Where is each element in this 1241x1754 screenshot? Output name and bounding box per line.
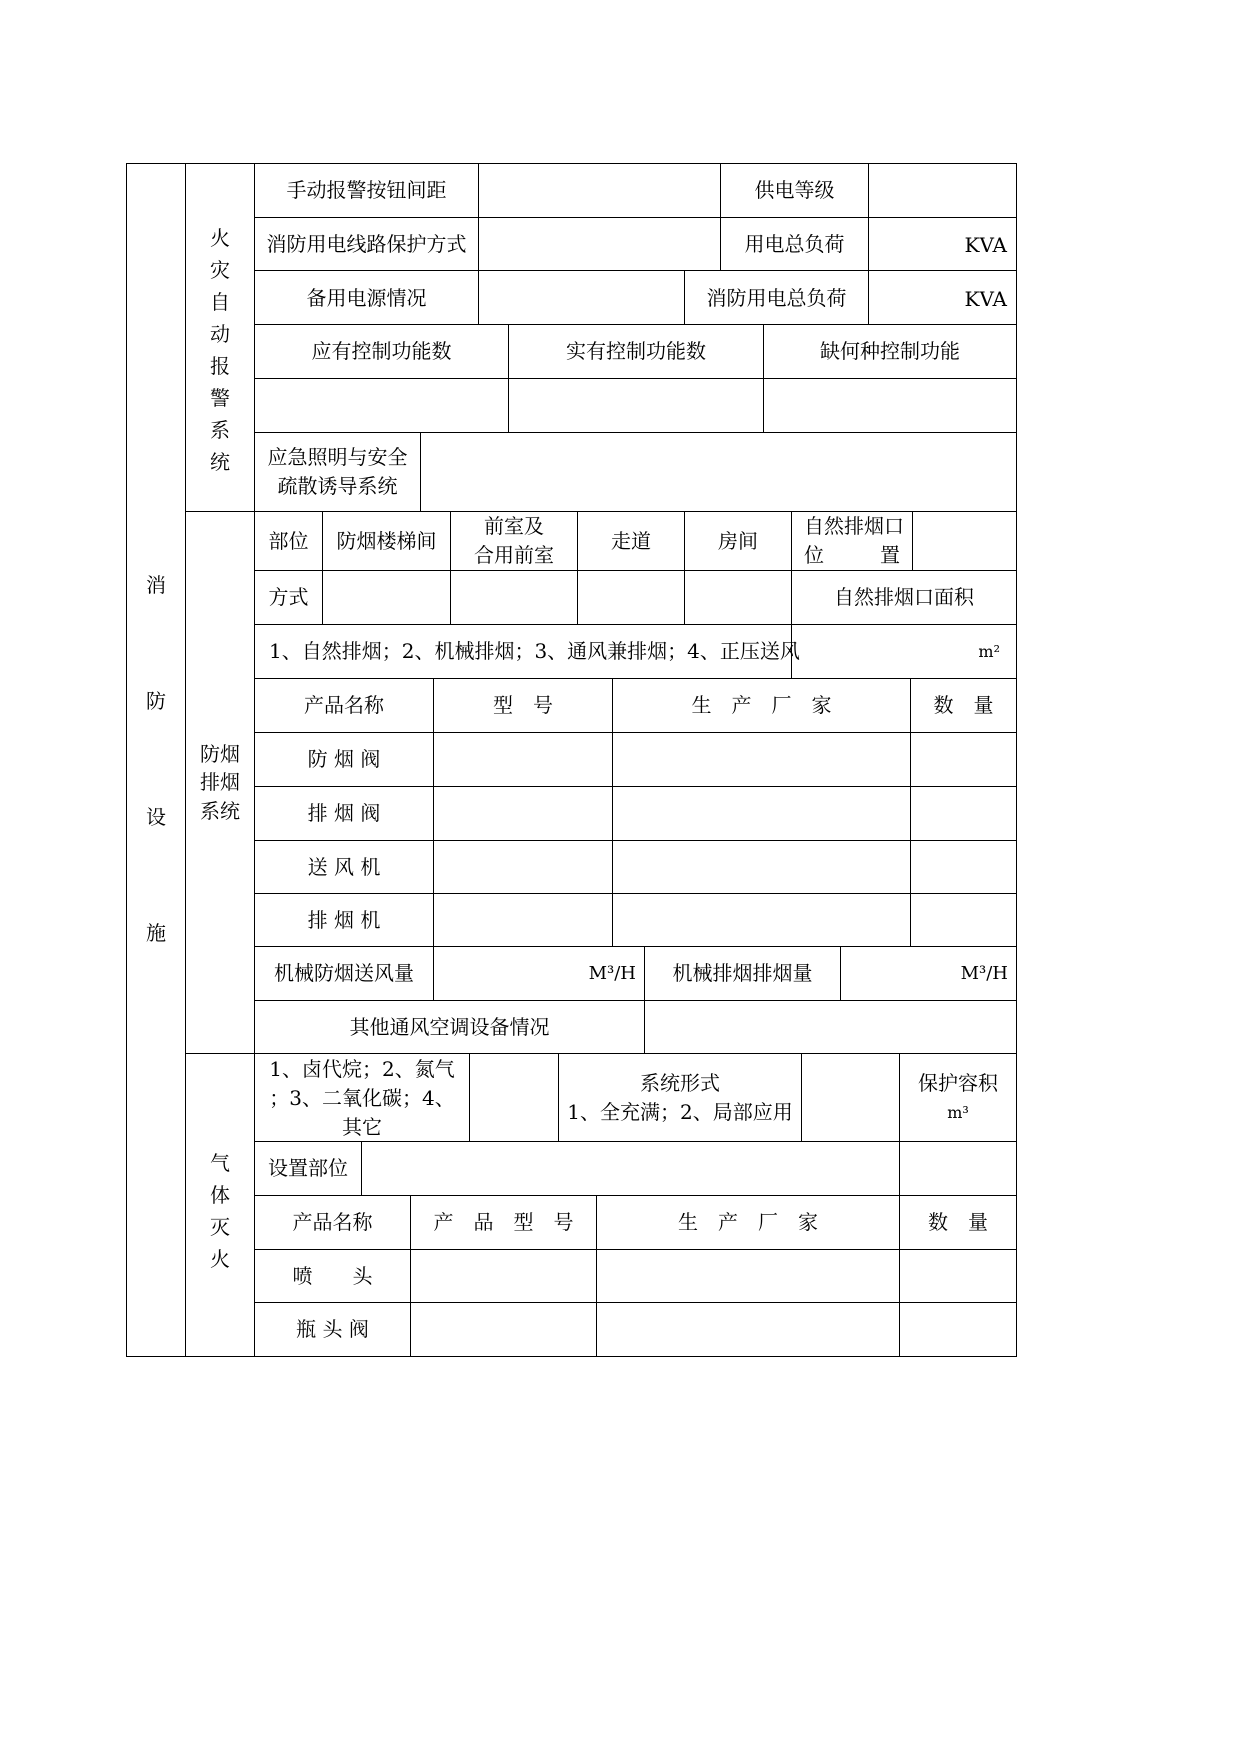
row-line [254, 378, 1017, 379]
row-line [254, 270, 1017, 271]
outer-label-char-1: 消 [146, 573, 166, 597]
protected-volume-unit: m³ [947, 1103, 969, 1122]
fire-total-load-unit: KVA [964, 287, 1007, 311]
row-line [254, 1249, 1017, 1250]
col-line [801, 1053, 802, 1141]
product-supply-fan: 送 风 机 [307, 855, 381, 879]
actual-functions-label: 实有控制功能数 [566, 339, 706, 363]
product-exhaust-damper: 排 烟 阀 [307, 801, 381, 825]
smoke-section-label-line-1: 防烟 [200, 742, 240, 766]
gas-manufacturer-header: 生 产 厂 家 [678, 1210, 818, 1234]
mech-supply-volume-unit: M³/H [588, 963, 636, 984]
col-line [420, 432, 421, 511]
row-line [254, 570, 1017, 571]
anteroom-label-line-1: 前室及 [484, 514, 544, 538]
mech-exhaust-volume-unit: M³/H [960, 963, 1008, 984]
col-line [469, 1053, 470, 1141]
fire-alarm-section-label: 火灾自动报警系统 [210, 226, 230, 474]
total-load-unit: KVA [964, 233, 1007, 257]
other-hvac-label: 其他通风空调设备情况 [349, 1015, 550, 1039]
col-line [912, 511, 913, 570]
table-right-border [1016, 163, 1017, 1357]
row-line [254, 1302, 1017, 1303]
natural-outlet-position-label-line-2b: 置 [880, 543, 900, 567]
row-line [254, 786, 1017, 787]
model-header: 型 号 [493, 693, 553, 717]
gas-quantity-header: 数 量 [928, 1210, 988, 1234]
quantity-header: 数 量 [933, 693, 994, 717]
method-label: 方式 [268, 585, 309, 609]
row-line [254, 732, 1017, 733]
row-line [254, 324, 1017, 325]
row-line [254, 1000, 1017, 1001]
table-left-border [126, 163, 127, 1357]
manufacturer-header: 生 产 厂 家 [691, 693, 832, 717]
col-line [558, 1053, 559, 1141]
col-line [478, 163, 479, 324]
mech-supply-volume-label: 机械防烟送风量 [274, 961, 414, 985]
required-functions-label: 应有控制功能数 [311, 339, 452, 363]
area-unit: m² [978, 642, 1000, 661]
anteroom-label-line-2: 合用前室 [474, 543, 554, 567]
wire-protection-label: 消防用电线路保护方式 [266, 232, 467, 256]
agent-options-line-1: 1、卤代烷；2、氮气 [269, 1057, 455, 1081]
product-smoke-damper: 防 烟 阀 [307, 747, 381, 771]
natural-outlet-position-label-line-2a: 位 [804, 543, 824, 567]
stairwell-label: 防烟楼梯间 [336, 529, 437, 553]
corridor-label: 走道 [611, 529, 651, 553]
col-line [433, 678, 434, 1000]
location-label: 部位 [268, 529, 309, 553]
outer-label-char-2: 防 [146, 689, 166, 713]
method-options: 1、自然排烟；2、机械排烟；3、通风兼排烟；4、正压送风 [269, 639, 800, 663]
system-form-label: 系统形式 [640, 1071, 720, 1095]
missing-functions-label: 缺何种控制功能 [820, 339, 960, 363]
outer-label-char-3: 设 [146, 805, 166, 829]
row-line [254, 840, 1017, 841]
row-line [254, 1141, 1017, 1142]
total-load-label: 用电总负荷 [744, 232, 845, 256]
row-line [254, 432, 1017, 433]
emergency-lighting-label-line-2: 疏散诱导系统 [277, 474, 398, 498]
power-supply-level-label: 供电等级 [754, 178, 835, 202]
section-line [185, 1053, 1017, 1054]
table-bottom-border [126, 1356, 1017, 1357]
product-exhaust-fan: 排 烟 机 [307, 908, 381, 932]
row-line [254, 1195, 1017, 1196]
system-form-options: 1、全充满；2、局部应用 [567, 1100, 793, 1124]
backup-power-label: 备用电源情况 [306, 286, 427, 310]
row-line [254, 217, 1017, 218]
row-line [254, 624, 1017, 625]
gas-product-cylinder-valve: 瓶 头 阀 [296, 1317, 369, 1341]
install-location-label: 设置部位 [268, 1156, 348, 1180]
manual-button-spacing-label: 手动报警按钮间距 [286, 178, 447, 202]
agent-options-line-3: 其它 [342, 1115, 382, 1139]
outer-label-char-4: 施 [146, 921, 166, 945]
agent-options-line-2: ；3、二氧化碳；4、 [269, 1086, 455, 1110]
col-line [361, 1141, 362, 1195]
smoke-section-label-line-2: 排烟 [200, 770, 240, 794]
row-line [254, 946, 1017, 947]
gas-model-header: 产 品 型 号 [433, 1210, 574, 1234]
natural-outlet-area-label: 自然排烟口面积 [834, 585, 974, 609]
row-line [254, 678, 1017, 679]
natural-outlet-position-label-line-1: 自然排烟口 [804, 514, 904, 538]
fire-total-load-label: 消防用电总负荷 [706, 286, 847, 310]
product-name-header: 产品名称 [304, 693, 384, 717]
table-top-border [126, 163, 1017, 164]
gas-product-name-header: 产品名称 [292, 1210, 373, 1234]
mech-exhaust-volume-label: 机械排烟排烟量 [672, 961, 813, 985]
room-label: 房间 [718, 529, 758, 553]
smoke-section-label-line-3: 系统 [200, 799, 240, 823]
emergency-lighting-label-line-1: 应急照明与安全 [267, 445, 408, 469]
row-line [254, 893, 1017, 894]
protected-volume-label: 保护容积 [918, 1071, 998, 1095]
gas-section-label: 气体灭火 [210, 1151, 230, 1271]
gas-product-nozzle: 喷 头 [292, 1264, 373, 1288]
